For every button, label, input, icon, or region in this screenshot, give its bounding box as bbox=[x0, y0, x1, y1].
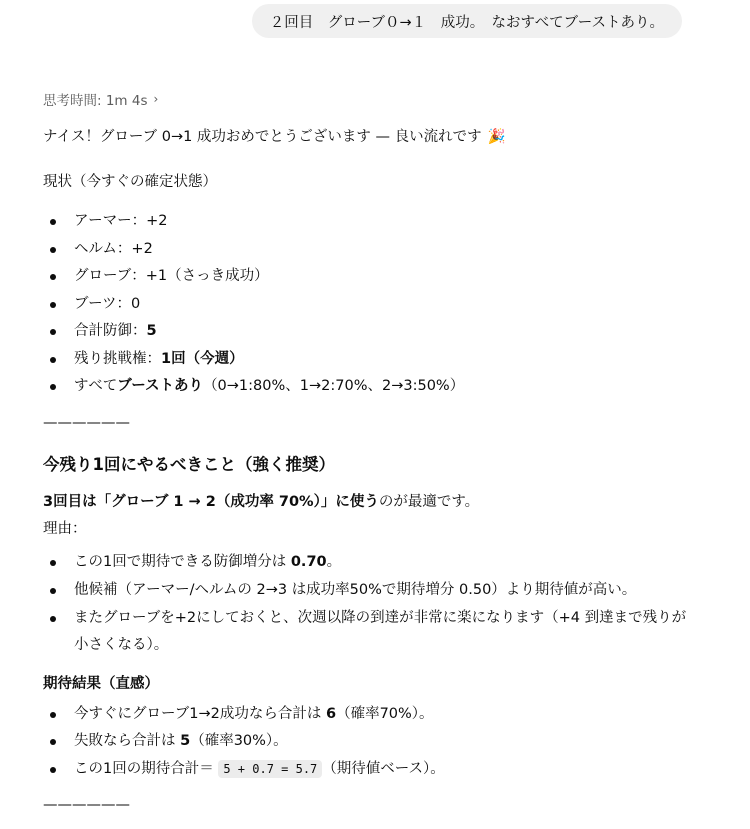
list-item: 合計防御：5 bbox=[43, 318, 693, 346]
list-item: 残り挑戦権：1回（今週） bbox=[43, 346, 693, 374]
section-title: 今残り1回にやるべきこと（強く推奨） bbox=[43, 454, 335, 474]
list-item: またグローブを+2にしておくと、次週以降の到達が非常に楽になります（+4 到達まで残りが小さくなる）。 bbox=[43, 605, 693, 659]
list-item: グローブ：+1（さっき成功） bbox=[43, 263, 693, 291]
thinking-toggle[interactable] bbox=[43, 86, 693, 112]
user-message-bubble: ２回目 グローブ０→１ 成功。 なおすべてブーストあり。 bbox=[252, 4, 682, 38]
intro-text bbox=[43, 124, 693, 151]
status-heading: 現状（今すぐの確定状態） bbox=[43, 174, 217, 190]
reason-label: 理由： bbox=[43, 520, 87, 537]
divider-text: —————— bbox=[43, 414, 130, 431]
recommendation-text: 3回目は「グローブ 1 → 2（成功率 70%）」に使うのが最適です。 bbox=[43, 493, 480, 510]
reason-list bbox=[43, 549, 693, 659]
list-item: すべてブーストあり（0→1:80%、1→2:70%、2→3:50%） bbox=[43, 373, 693, 401]
assistant-message bbox=[43, 86, 693, 829]
divider-text-bottom: —————— bbox=[43, 797, 130, 813]
list-item: アーマー：+2 bbox=[43, 208, 693, 236]
inline-code: 5 + 0.7 = 5.7 bbox=[218, 760, 322, 778]
list-item: 今すぐにグローブ1→2成功なら合計は 6（確率70%）。 bbox=[43, 701, 693, 729]
status-list bbox=[43, 208, 693, 401]
list-item: ブーツ：0 bbox=[43, 291, 693, 319]
party-popper-icon: 🎉 bbox=[487, 129, 506, 145]
chevron-right-icon: › bbox=[153, 92, 159, 106]
thinking-label: 思考時間: 1m 4s bbox=[43, 93, 148, 109]
expected-list bbox=[43, 701, 693, 784]
expected-heading: 期待結果（直感） bbox=[43, 675, 159, 692]
list-item: 他候補（アーマー/ヘルムの 2→3 は成功率50%で期待増分 0.50）より期待値が高い。 bbox=[43, 577, 693, 604]
intro-sentence: ナイス！グローブ 0→1 成功おめでとうございます — 良い流れです bbox=[43, 129, 482, 145]
list-item: この1回で期待できる防御増分は 0.70。 bbox=[43, 549, 693, 576]
list-item: この1回の期待合計＝ 5 + 0.7 = 5.7 （期待値ベース）。 bbox=[43, 756, 693, 784]
list-item: 失敗なら合計は 5（確率30%）。 bbox=[43, 728, 693, 756]
list-item: ヘルム：+2 bbox=[43, 236, 693, 264]
